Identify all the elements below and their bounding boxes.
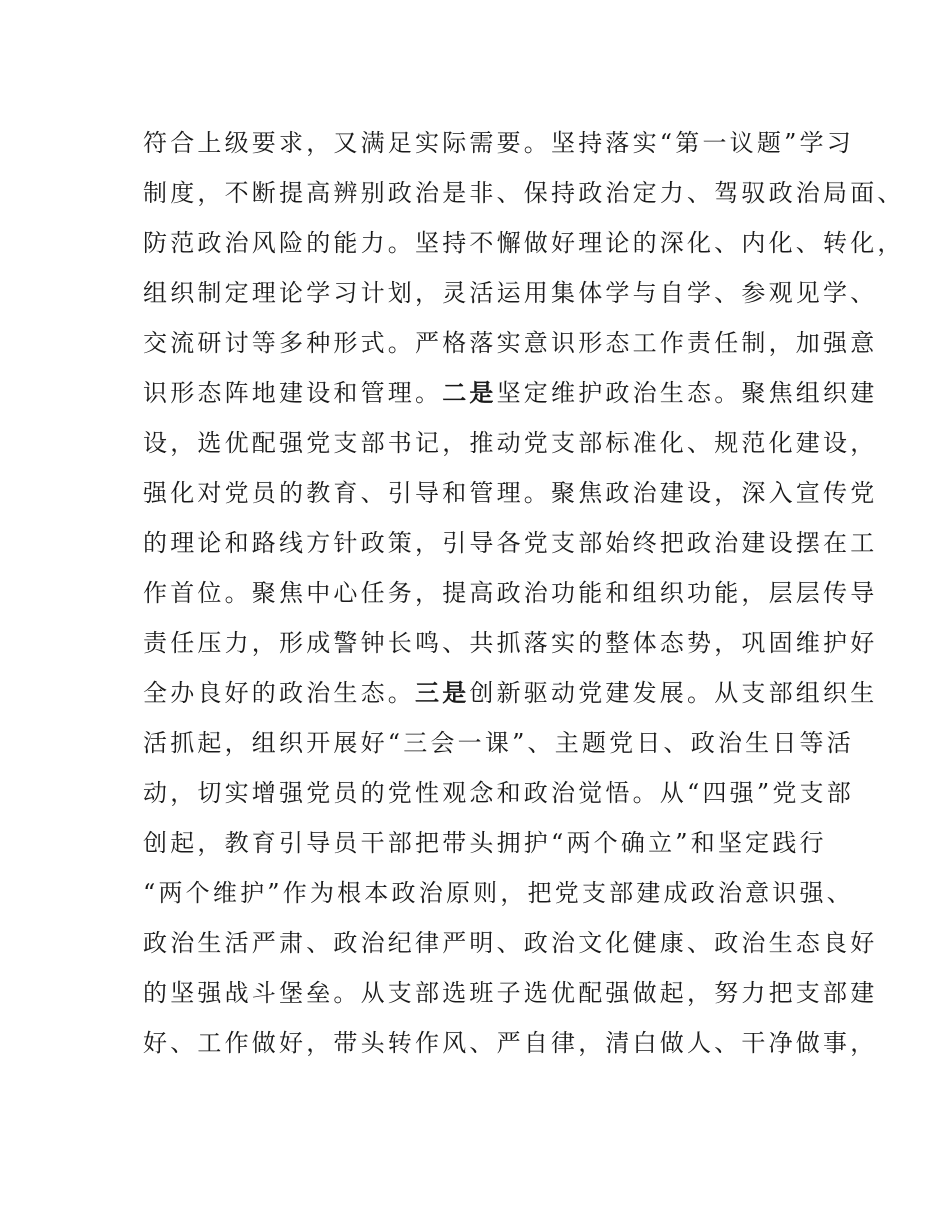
text-line — [143, 918, 877, 968]
text-line — [143, 318, 877, 368]
line-text: 组织制定理论学习计划，灵活运用集体学与自学、参观见学、 — [143, 279, 878, 307]
text-line — [143, 568, 877, 618]
line-text: 防范政治风险的能力。坚持不懈做好理论的深化、内化、转化， — [143, 229, 905, 257]
line-text: 动，切实增强党员的党性观念和政治觉悟。从“四强”党支部 — [143, 779, 854, 807]
line-text: 政治生活严肃、政治纪律严明、政治文化健康、政治生态良好 — [143, 929, 878, 957]
line-text: 制度，不断提高辨别政治是非、保持政治定力、驾驭政治局面、 — [143, 179, 905, 207]
text-line — [143, 768, 854, 818]
text-line — [143, 168, 905, 218]
text-line — [143, 468, 877, 518]
line-text: 强化对党员的教育、引导和管理。聚焦政治建设，深入宣传党 — [143, 479, 878, 507]
line-text: 作首位。聚焦中心任务，提高政治功能和组织功能，层层传导 — [143, 579, 878, 607]
line-text: 活抓起，组织开展好“三会一课”、主题党日、政治生日等活 — [143, 729, 854, 757]
line-text: 全办良好的政治生态。 — [143, 679, 415, 707]
line-text: 坚定维护政治生态。聚焦组织建 — [496, 379, 878, 407]
section-marker-three: 三是 — [415, 678, 470, 707]
text-line — [143, 1018, 877, 1068]
text-line — [143, 518, 877, 568]
text-line — [143, 368, 877, 418]
text-line — [143, 668, 877, 718]
line-text: 好、工作做好，带头转作风、严自律，清白做人、干净做事， — [143, 1029, 878, 1057]
line-text: 设，选优配强党支部书记，推动党支部标准化、规范化建设， — [143, 429, 878, 457]
text-line — [143, 218, 905, 268]
section-marker-two: 二是 — [442, 378, 497, 407]
line-text: 的理论和路线方针政策，引导各党支部始终把政治建设摆在工 — [143, 529, 878, 557]
text-line — [143, 818, 827, 868]
line-text: 的坚强战斗堡垒。从支部选班子选优配强做起，努力把支部建 — [143, 979, 878, 1007]
line-text: 识形态阵地建设和管理。 — [143, 379, 443, 407]
line-text: “两个维护”作为根本政治原则，把党支部建成政治意识强、 — [143, 879, 854, 907]
line-text: 交流研讨等多种形式。严格落实意识形态工作责任制，加强意 — [143, 329, 878, 357]
text-line — [143, 968, 877, 1018]
line-text: 创新驱动党建发展。从支部组织生 — [469, 679, 878, 707]
text-line — [143, 868, 854, 918]
text-line — [143, 118, 854, 168]
line-text: 符合上级要求，又满足实际需要。坚持落实“第一议题”学习 — [143, 129, 854, 157]
text-line — [143, 718, 854, 768]
line-text: 创起，教育引导员干部把带头拥护“两个确立”和坚定践行 — [143, 829, 827, 857]
line-text: 责任压力，形成警钟长鸣、共抓落实的整体态势，巩固维护好 — [143, 629, 878, 657]
text-line — [143, 618, 877, 668]
text-line — [143, 268, 877, 318]
text-line — [143, 418, 877, 468]
